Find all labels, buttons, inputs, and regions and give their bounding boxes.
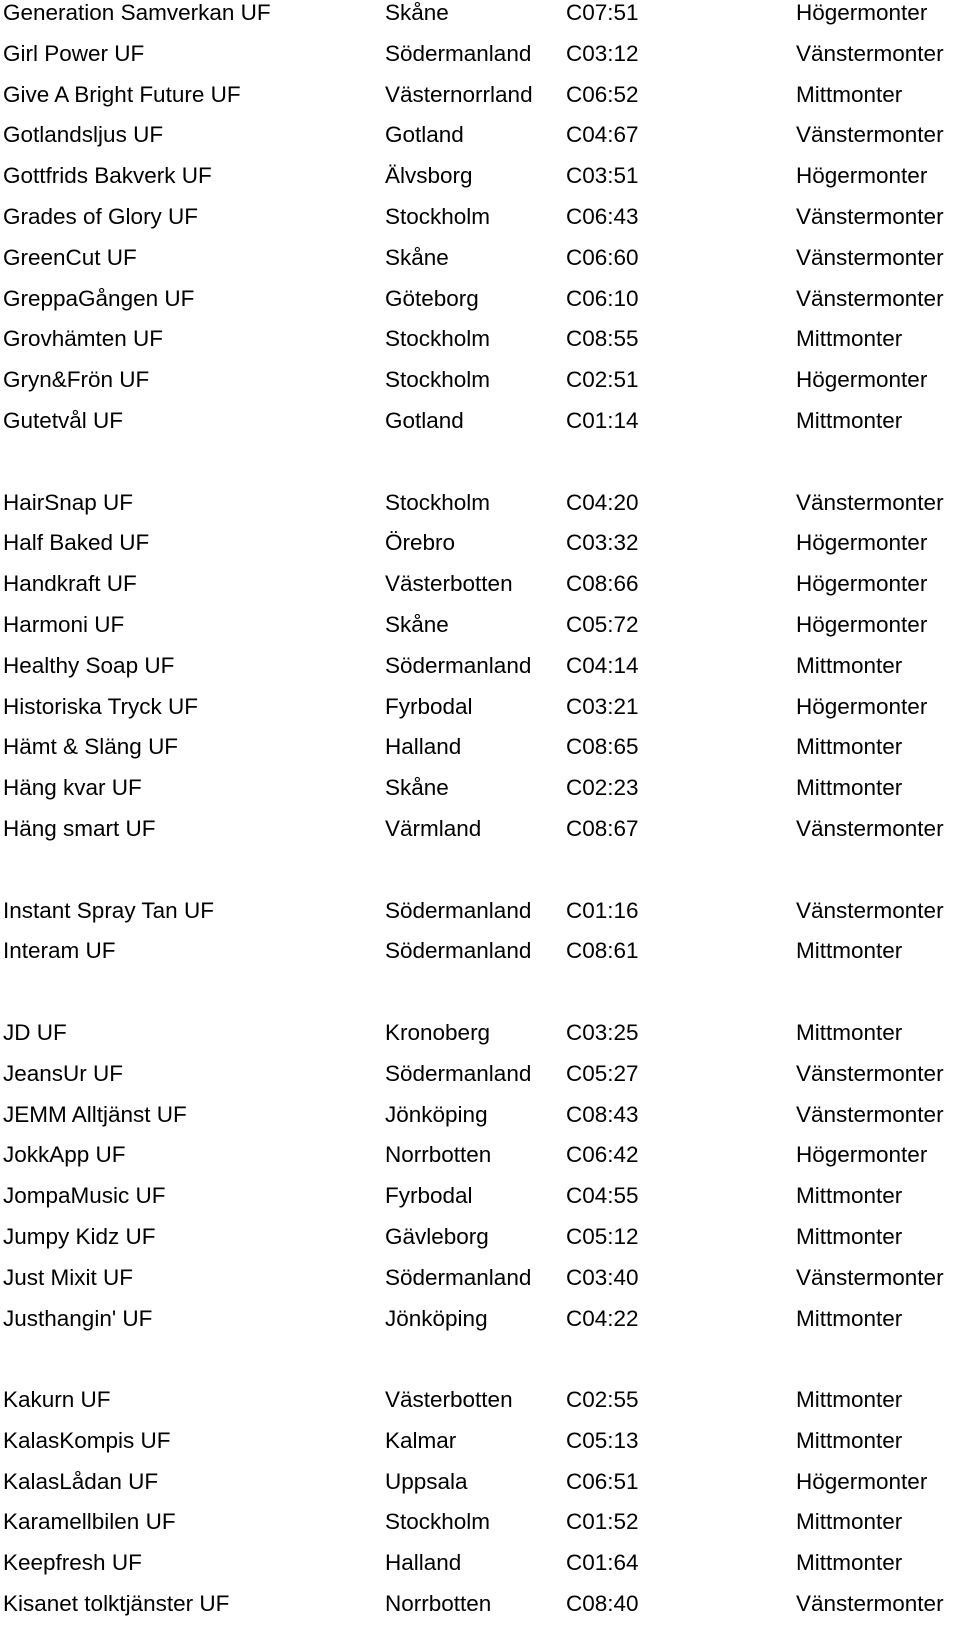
region: Göteborg (385, 285, 479, 311)
region: Skåne (385, 775, 449, 801)
table-row (0, 1387, 960, 1428)
company-name: Gotlandsljus UF (3, 122, 164, 148)
region: Gotland (385, 122, 464, 148)
letter-group (0, 490, 960, 857)
table-row (0, 1591, 960, 1632)
table-row (0, 898, 960, 939)
company-name: Jumpy Kidz UF (3, 1223, 156, 1249)
region: Uppsala (385, 1468, 468, 1494)
company-name: Gutetvål UF (3, 407, 124, 433)
stand-position: Högermonter (796, 530, 928, 556)
region: Skåne (385, 611, 449, 637)
company-name: Interam UF (3, 938, 116, 964)
company-name: Gryn&Frön UF (3, 367, 150, 393)
stand-number: C05:13 (566, 1427, 639, 1453)
stand-number: C04:55 (566, 1183, 639, 1209)
company-name: Half Baked UF (3, 530, 150, 556)
stand-position: Högermonter (796, 1468, 928, 1494)
stand-position: Mittmonter (796, 938, 903, 964)
company-name: Handkraft UF (3, 571, 137, 597)
company-name: HairSnap UF (3, 489, 134, 515)
company-name: Hämt & Släng UF (3, 734, 179, 760)
stand-number: C06:10 (566, 285, 639, 311)
stand-number: C08:55 (566, 326, 639, 352)
region: Västerbotten (385, 571, 513, 597)
region: Kronoberg (385, 1019, 491, 1045)
region: Norrbotten (385, 1591, 492, 1617)
stand-number: C04:67 (566, 122, 639, 148)
company-name: JompaMusic UF (3, 1183, 166, 1209)
stand-number: C04:14 (566, 652, 639, 678)
stand-position: Vänstermonter (796, 285, 944, 311)
company-name: Grades of Glory UF (3, 203, 199, 229)
table-row (0, 122, 960, 163)
stand-position: Mittmonter (796, 1223, 903, 1249)
region: Södermanland (385, 40, 532, 66)
stand-position: Mittmonter (796, 1305, 903, 1331)
company-name: Kakurn UF (3, 1387, 111, 1413)
region: Västernorrland (385, 81, 533, 107)
company-name: Gottfrids Bakverk UF (3, 163, 212, 189)
stand-position: Mittmonter (796, 1550, 903, 1576)
stand-number: C05:27 (566, 1060, 639, 1086)
stand-position: Vänstermonter (796, 897, 944, 923)
stand-number: C02:55 (566, 1387, 639, 1413)
table-row (0, 571, 960, 612)
stand-position: Vänstermonter (796, 1264, 944, 1290)
group-spacer (0, 857, 960, 898)
stand-number: C04:20 (566, 489, 639, 515)
stand-number: C01:52 (566, 1509, 639, 1535)
table-row (0, 1224, 960, 1265)
stand-position: Vänstermonter (796, 1101, 944, 1127)
letter-group (0, 0, 960, 449)
table-row (0, 1509, 960, 1550)
company-name: Karamellbilen UF (3, 1509, 176, 1535)
table-row (0, 694, 960, 735)
stand-number: C01:16 (566, 897, 639, 923)
stand-number: C08:65 (566, 734, 639, 760)
region: Stockholm (385, 1509, 491, 1535)
stand-number: C04:22 (566, 1305, 639, 1331)
group-spacer (0, 979, 960, 1020)
company-name: Keepfresh UF (3, 1550, 142, 1576)
region: Jönköping (385, 1101, 488, 1127)
stand-position: Högermonter (796, 163, 928, 189)
table-row (0, 1061, 960, 1102)
table-row (0, 41, 960, 82)
stand-position: Vänstermonter (796, 244, 944, 270)
company-name: KalasLådan UF (3, 1468, 159, 1494)
region: Norrbotten (385, 1142, 492, 1168)
region: Skåne (385, 0, 449, 25)
stand-position: Mittmonter (796, 1019, 903, 1045)
stand-number: C06:43 (566, 203, 639, 229)
table-row (0, 1265, 960, 1306)
table-row (0, 530, 960, 571)
stand-number: C08:43 (566, 1101, 639, 1127)
letter-group (0, 898, 960, 980)
stand-number: C06:52 (566, 81, 639, 107)
table-row (0, 612, 960, 653)
region: Värmland (385, 815, 482, 841)
region: Stockholm (385, 203, 491, 229)
region: Fyrbodal (385, 693, 473, 719)
company-name: Historiska Tryck UF (3, 693, 199, 719)
table-row (0, 0, 960, 41)
region: Halland (385, 734, 462, 760)
region: Kalmar (385, 1427, 457, 1453)
stand-position: Högermonter (796, 367, 928, 393)
company-name: Häng smart UF (3, 815, 156, 841)
table-row (0, 1550, 960, 1591)
company-name: Give A Bright Future UF (3, 81, 241, 107)
company-name: JokkApp UF (3, 1142, 126, 1168)
company-name: JD UF (3, 1019, 67, 1045)
group-spacer (0, 449, 960, 490)
table-row (0, 245, 960, 286)
company-name: Kisanet tolktjänster UF (3, 1591, 230, 1617)
stand-position: Mittmonter (796, 1509, 903, 1535)
table-row (0, 163, 960, 204)
stand-number: C08:66 (566, 571, 639, 597)
region: Örebro (385, 530, 456, 556)
company-name: Grovhämten UF (3, 326, 164, 352)
company-name: Healthy Soap UF (3, 652, 175, 678)
table-row (0, 734, 960, 775)
table-row (0, 1020, 960, 1061)
table-row (0, 1142, 960, 1183)
stand-position: Högermonter (796, 693, 928, 719)
stand-position: Vänstermonter (796, 203, 944, 229)
table-row (0, 653, 960, 694)
stand-position: Högermonter (796, 571, 928, 597)
region: Södermanland (385, 897, 532, 923)
stand-number: C01:64 (566, 1550, 639, 1576)
group-spacer (0, 1346, 960, 1387)
region: Västerbotten (385, 1387, 513, 1413)
company-name: JeansUr UF (3, 1060, 124, 1086)
stand-position: Mittmonter (796, 1387, 903, 1413)
stand-number: C03:12 (566, 40, 639, 66)
stand-position: Högermonter (796, 1142, 928, 1168)
company-name: GreenCut UF (3, 244, 137, 270)
company-name: KalasKompis UF (3, 1427, 171, 1453)
region: Skåne (385, 244, 449, 270)
stand-position: Vänstermonter (796, 489, 944, 515)
stand-position: Mittmonter (796, 326, 903, 352)
stand-number: C08:40 (566, 1591, 639, 1617)
table-row (0, 367, 960, 408)
stand-number: C08:67 (566, 815, 639, 841)
region: Stockholm (385, 326, 491, 352)
table-row (0, 286, 960, 327)
stand-position: Vänstermonter (796, 815, 944, 841)
stand-number: C03:32 (566, 530, 639, 556)
table-row (0, 82, 960, 123)
table-row (0, 938, 960, 979)
region: Södermanland (385, 938, 532, 964)
letter-group (0, 1387, 960, 1632)
stand-position: Högermonter (796, 0, 928, 25)
stand-position: Vänstermonter (796, 1060, 944, 1086)
table-row (0, 816, 960, 857)
company-name: Harmoni UF (3, 611, 125, 637)
stand-number: C03:40 (566, 1264, 639, 1290)
company-name: JEMM Alltjänst UF (3, 1101, 187, 1127)
stand-position: Mittmonter (796, 81, 903, 107)
region: Södermanland (385, 1264, 532, 1290)
table-row (0, 490, 960, 531)
region: Södermanland (385, 652, 532, 678)
stand-position: Vänstermonter (796, 122, 944, 148)
company-name: Justhangin' UF (3, 1305, 153, 1331)
stand-number: C01:14 (566, 407, 639, 433)
table-row (0, 326, 960, 367)
company-name: GreppaGången UF (3, 285, 195, 311)
region: Gävleborg (385, 1223, 489, 1249)
table-row (0, 1306, 960, 1347)
region: Södermanland (385, 1060, 532, 1086)
stand-number: C06:60 (566, 244, 639, 270)
region: Jönköping (385, 1305, 488, 1331)
stand-position: Mittmonter (796, 1183, 903, 1209)
table-row (0, 775, 960, 816)
stand-number: C03:51 (566, 163, 639, 189)
region: Fyrbodal (385, 1183, 473, 1209)
stand-number: C08:61 (566, 938, 639, 964)
company-name: Häng kvar UF (3, 775, 142, 801)
company-name: Instant Spray Tan UF (3, 897, 214, 923)
stand-number: C05:12 (566, 1223, 639, 1249)
stand-number: C02:51 (566, 367, 639, 393)
table-row (0, 1428, 960, 1469)
region: Stockholm (385, 489, 491, 515)
stand-position: Mittmonter (796, 652, 903, 678)
table-row (0, 408, 960, 449)
stand-position: Mittmonter (796, 1427, 903, 1453)
stand-position: Mittmonter (796, 734, 903, 760)
stand-number: C05:72 (566, 611, 639, 637)
stand-position: Vänstermonter (796, 1591, 944, 1617)
stand-number: C06:42 (566, 1142, 639, 1168)
letter-group (0, 1020, 960, 1346)
stand-number: C02:23 (566, 775, 639, 801)
table-row (0, 204, 960, 245)
region: Stockholm (385, 367, 491, 393)
region: Älvsborg (385, 163, 473, 189)
company-name: Generation Samverkan UF (3, 0, 271, 25)
stand-number: C07:51 (566, 0, 639, 25)
region: Halland (385, 1550, 462, 1576)
region: Gotland (385, 407, 464, 433)
company-name: Girl Power UF (3, 40, 145, 66)
table-row (0, 1469, 960, 1510)
stand-position: Högermonter (796, 611, 928, 637)
stand-number: C03:25 (566, 1019, 639, 1045)
table-row (0, 1183, 960, 1224)
stand-number: C03:21 (566, 693, 639, 719)
stand-position: Vänstermonter (796, 40, 944, 66)
table-row (0, 1102, 960, 1143)
stand-position: Mittmonter (796, 775, 903, 801)
company-name: Just Mixit UF (3, 1264, 134, 1290)
stand-number: C06:51 (566, 1468, 639, 1494)
stand-position: Mittmonter (796, 407, 903, 433)
